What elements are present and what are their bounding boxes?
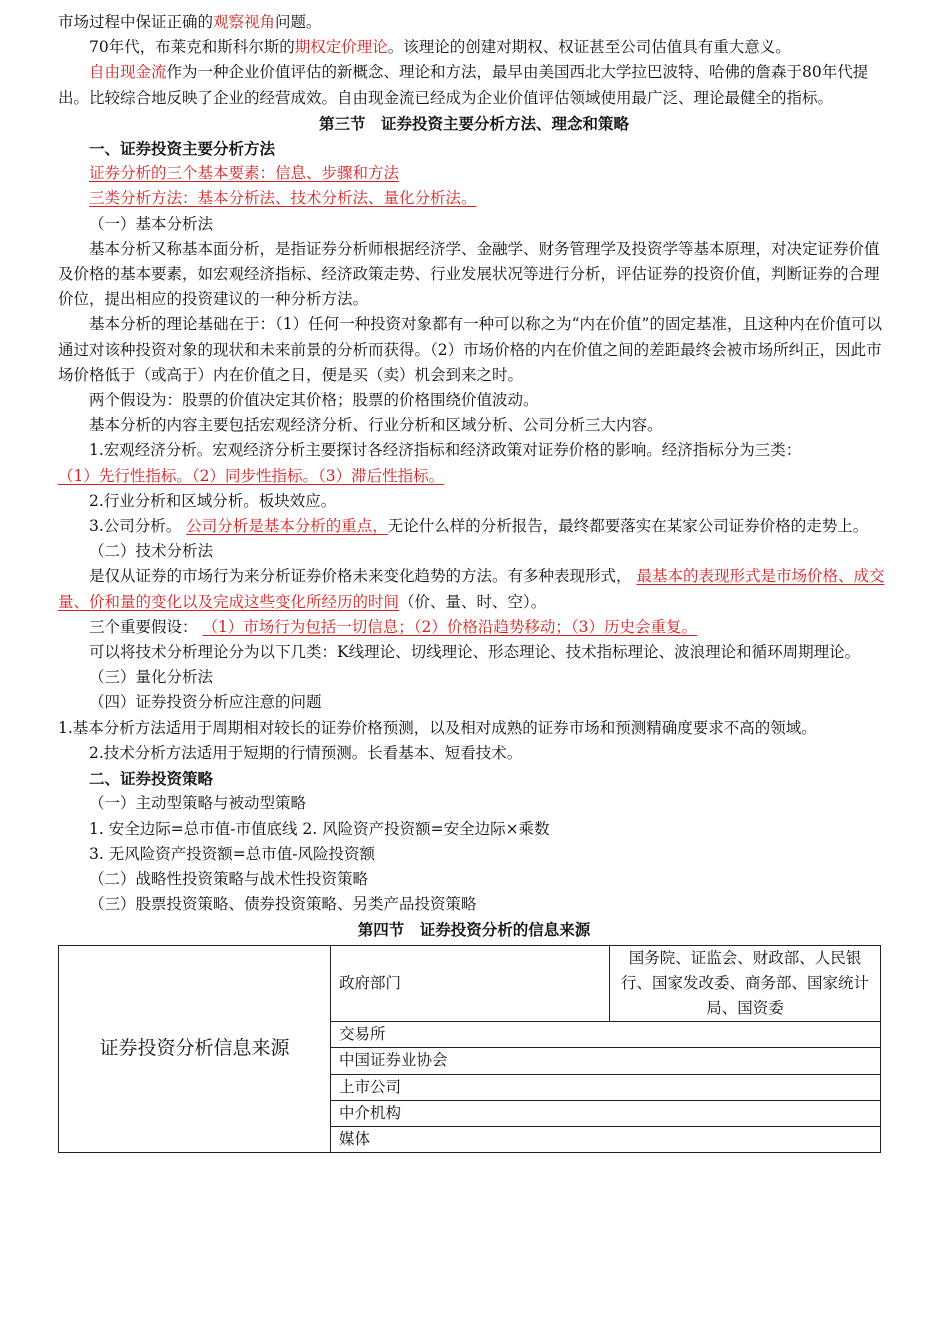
gov-dept-detail: 国务院、证监会、财政部、人民银行、国家发改委、商务部、国家统计局、国资委 [610, 945, 881, 1022]
strategy-1-title: （一）主动型策略与被动型策略 [89, 794, 307, 813]
industry-analysis: 2.行业分析和区域分析。板块效应。 [89, 491, 337, 510]
intro-paragraph-1: 市场过程中保证正确的观察视角问题。 [58, 13, 322, 31]
company-analysis: 3.公司分析。 公司分析是基本分析的重点，无论什么样的分析报告，最终都要落实在某家公司证券价格的走势上。 [89, 517, 869, 536]
observation-perspective-term: 观察视角 [213, 13, 276, 31]
assumptions-note: （1）市场行为包括一切信息；（2）价格沿趋势移动；（3）历史会重复。 [202, 617, 698, 636]
source-media: 媒体 [331, 1126, 881, 1152]
section-4-title: 第四节 证券投资分析的信息来源 [357, 920, 591, 940]
three-elements-note: 证券分析的三个基本要素：信息、步骤和方法 [89, 164, 400, 183]
source-exchange: 交易所 [331, 1022, 881, 1048]
source-listed-company: 上市公司 [331, 1074, 881, 1100]
notes-item-2: 2.技术分析方法适用于短期的行情预测。长看基本、短看技术。 [89, 743, 523, 762]
info-source-main-label: 证券投资分析信息来源 [59, 945, 331, 1153]
basic-analysis-assumptions: 两个假设为：股票的价值决定其价格；股票的价格围绕价值波动。 [89, 391, 539, 410]
notes-title: （四）证券投资分析应注意的问题 [89, 693, 322, 712]
company-analysis-key-note: 公司分析是基本分析的重点， [186, 517, 388, 536]
section-3-title: 第三节 证券投资主要分析方法、理念和策略 [318, 113, 629, 133]
free-cash-flow-term: 自由现金流 [89, 63, 167, 82]
info-source-table [58, 945, 881, 1154]
technical-assumptions: 三个重要假设： （1）市场行为包括一切信息；（2）价格沿趋势移动；（3）历史会重复。 [89, 617, 698, 636]
technical-analysis-definition: 是仅从证券的市场行为来分析证券价格未来变化趋势的方法。有多种表现形式， 最基本的表现形式是市场价格、成交量、价和量的变化以及完成这些变化所经历的时间（价、量、时、空）。 [58, 567, 885, 611]
indicator-types-note: （1）先行性指标。（2）同步性指标。（3）滞后性指标。 [58, 466, 445, 485]
source-intermediary: 中介机构 [331, 1100, 881, 1126]
strategy-1-formula-b: 3. 无风险资产投资额=总市值-风险投资额 [89, 844, 375, 863]
notes-item-1: 1.基本分析方法适用于周期相对较长的证券价格预测，以及相对成熟的证券市场和预测精确度要求不高的领域。 [58, 718, 817, 737]
intro-paragraph-2: 70年代，布莱克和斯科尔斯的期权定价理论。该理论的创建对期权、权证甚至公司估值具有重大意义。 [89, 38, 791, 57]
macro-analysis: 1.宏观经济分析。宏观经济分析主要探讨各经济指标和经济政策对证券价格的影响。经济指标分为三类： （1）先行性指标。（2）同步性指标。（3）滞后性指标。 [58, 441, 802, 485]
table-row [59, 945, 881, 1022]
strategy-3-title: （三）股票投资策略、债券投资策略、另类产品投资策略 [89, 895, 477, 914]
strategy-1-formula-a: 1. 安全边际=总市值-市值底线 2. 风险资产投资额=安全边际×乘数 [89, 819, 550, 838]
quant-analysis-title: （三）量化分析法 [89, 668, 214, 687]
three-methods-note: 三类分析方法：基本分析法、技术分析法、量化分析法。 [89, 189, 477, 208]
gov-dept-label: 政府部门 [331, 945, 610, 1022]
option-pricing-term: 期权定价理论 [294, 38, 388, 57]
basic-analysis-content: 基本分析的内容主要包括宏观经济分析、行业分析和区域分析、公司分析三大内容。 [89, 416, 663, 435]
basic-forms-note: 最基本的表现形式是市场价格、成交量、价和量的变化以及完成这些变化所经历的时间 [58, 567, 885, 611]
basic-analysis-theory: 基本分析的理论基础在于：（1）任何一种投资对象都有一种可以称之为“内在价值”的固定基准，且这种内在价值可以通过对该种投资对象的现状和未来前景的分析而获得。（2）市场价格的内在价值之间的差距最终会被市场所纠正，因此市场价格低于（或高于）内在价值之日，便是买（卖）机会到来之时。 [58, 315, 882, 384]
technical-analysis-title: （二）技术分析法 [89, 542, 214, 561]
technical-theories: 可以将技术分析理论分为以下几类：K线理论、切线理论、形态理论、技术指标理论、波浪理论和循环周期理论。 [89, 643, 861, 662]
intro-paragraph-3: 自由现金流作为一种企业价值评估的新概念、理论和方法，最早由美国西北大学拉巴波特、哈佛的詹森于80年代提出。比较综合地反映了企业的经营成效。自由现金流已经成为企业价值评估领域使用最广泛、理论最健全的指标。 [58, 63, 869, 107]
part-2-title: 二、证券投资策略 [89, 769, 214, 789]
part-1-title: 一、证券投资主要分析方法 [89, 139, 276, 159]
basic-analysis-definition: 基本分析又称基本面分析，是指证券分析师根据经济学、金融学、财务管理学及投资学等基本原理，对决定证券价值及价格的基本要素，如宏观经济指标、经济政策走势、行业发展状况等进行分析，评估证券的投资价值，判断证券的合理价位，提出相应的投资建议的一种分析方法。 [58, 239, 880, 309]
source-securities-association: 中国证券业协会 [331, 1048, 881, 1074]
basic-analysis-title: （一）基本分析法 [89, 214, 214, 233]
strategy-2-title: （二）战略性投资策略与战术性投资策略 [89, 869, 369, 888]
